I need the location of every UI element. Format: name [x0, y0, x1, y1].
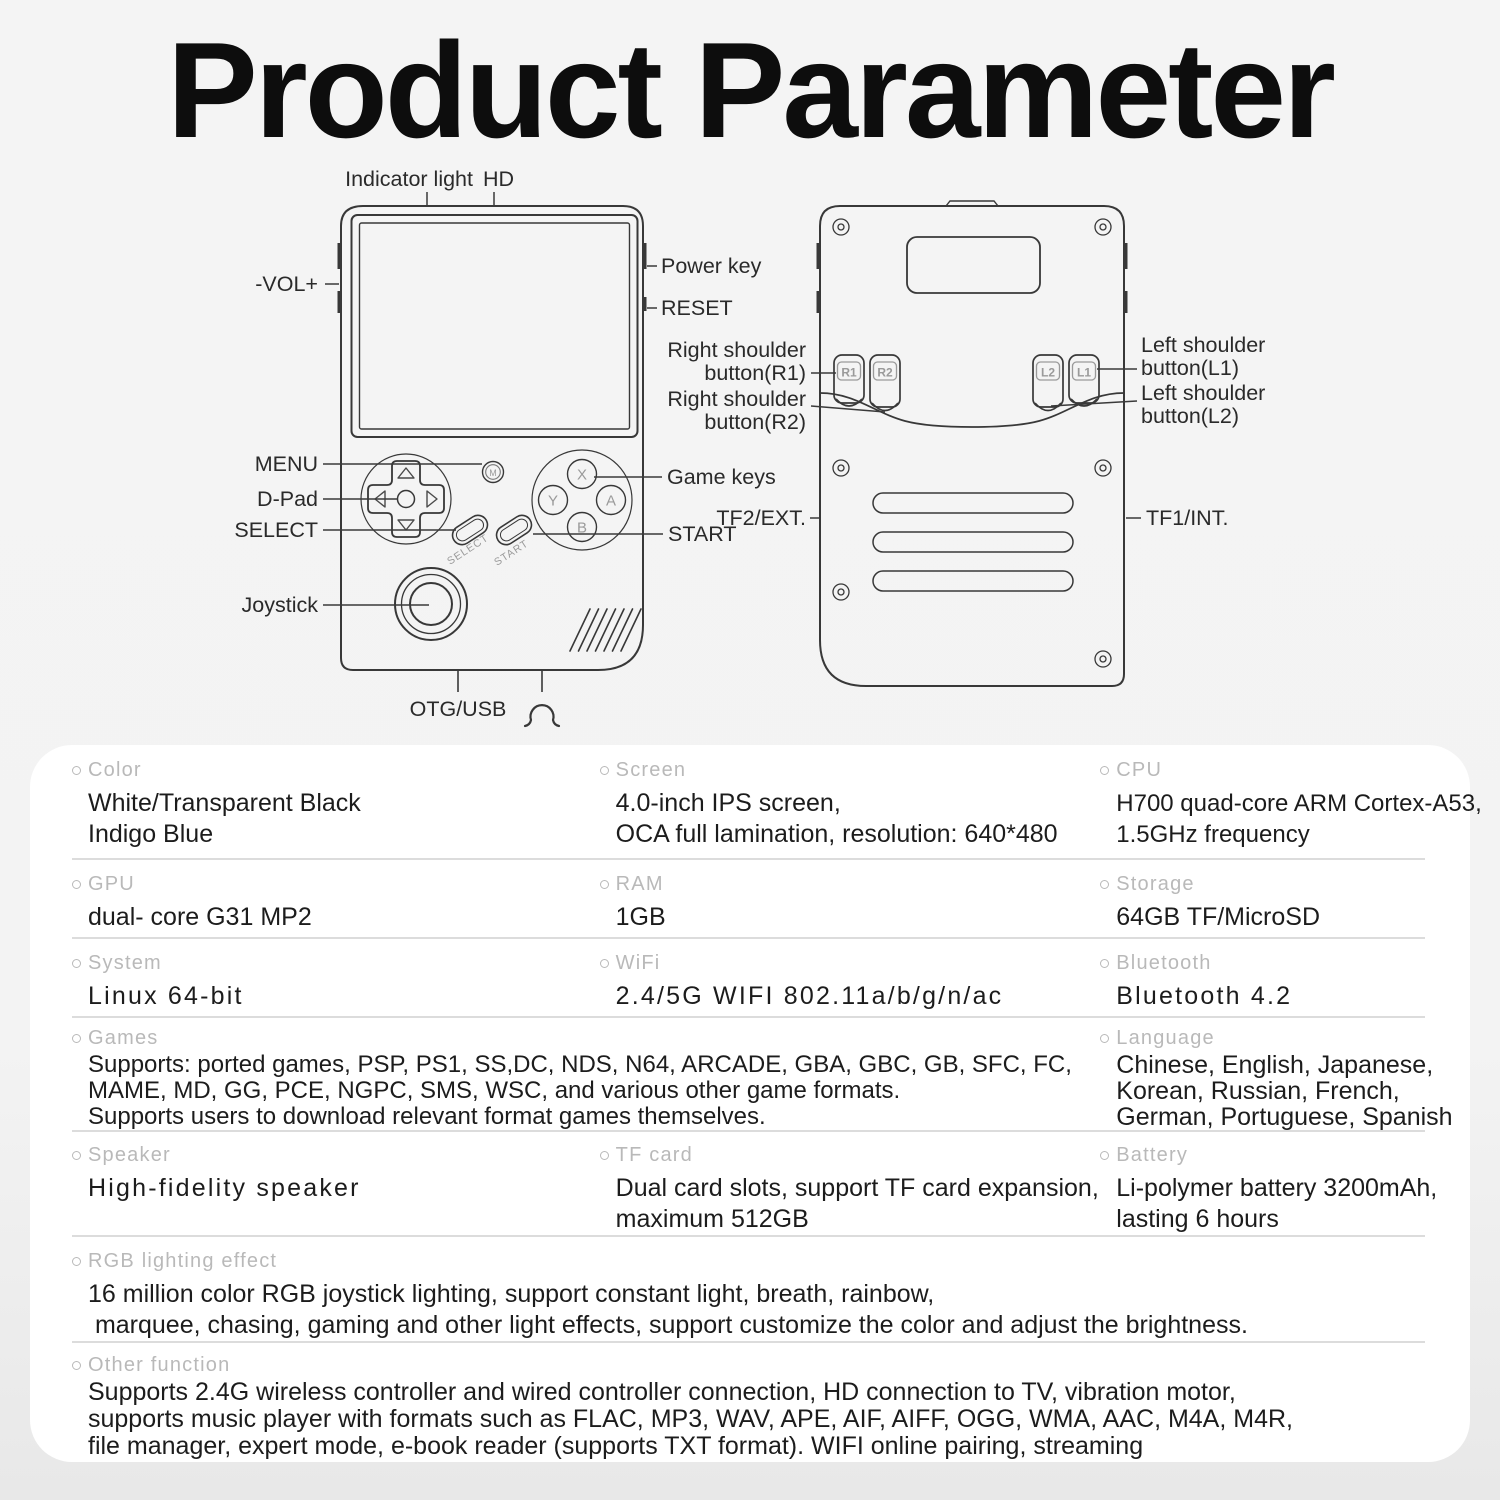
spec-label: System [88, 951, 162, 974]
spec-value-line: Supports 2.4G wireless controller and wired controller connection, HD connection to TV, vibration motor, [88, 1378, 1236, 1406]
bullet-ring-icon [72, 880, 81, 889]
spec-row-other-function [72, 1343, 1425, 1460]
screen [360, 223, 630, 429]
spec-cell-wifi [600, 951, 1101, 1012]
spec-value-line: White/Transparent Black [88, 789, 361, 817]
spec-card [30, 745, 1482, 1462]
spec-cell-system [72, 951, 600, 1012]
x-button-glyph: X [576, 466, 588, 484]
r2-button-glyph: R2 [877, 365, 893, 380]
spec-label: WiFi [615, 951, 661, 974]
spec-row-speaker-tfcard-battery [72, 1132, 1438, 1237]
start-pill-text: START [492, 537, 531, 569]
label-indicator-light: Indicator light [345, 167, 473, 191]
l1-button-glyph: L1 [1076, 365, 1092, 380]
spec-label: Games [88, 1026, 159, 1049]
bullet-ring-icon [600, 1151, 609, 1160]
label-left-shoulder-2b: button(L2) [1141, 404, 1240, 428]
spec-value-line: marquee, chasing, gaming and other light effects, support customize the color and adjust the brightness. [88, 1311, 1248, 1339]
spec-label: TF card [615, 1143, 693, 1166]
spec-value-line: lasting 6 hours [1116, 1205, 1279, 1233]
label-game-keys: Game keys [667, 465, 776, 489]
bullet-ring-icon [1100, 959, 1109, 968]
spec-cell-other-function [72, 1353, 1425, 1460]
spec-value-line: 64GB TF/MicroSD [1116, 903, 1321, 931]
headphone-icon [525, 705, 559, 726]
spec-cell-battery [1100, 1143, 1438, 1235]
spec-row-system-wifi-bluetooth [72, 939, 1425, 1018]
back-side-buttons [819, 243, 1126, 313]
spec-value-line: Supports: ported games, PSP, PS1, SS,DC, NDS, N64, ARCADE, GBA, GBC, GB, SFC, FC, [88, 1051, 1072, 1078]
y-button-glyph: Y [547, 492, 559, 510]
spec-label: Screen [615, 758, 687, 781]
spec-cell-screen [600, 758, 1101, 850]
spec-cell-language [1100, 1026, 1453, 1131]
spec-value-line: High-fidelity speaker [88, 1174, 361, 1202]
start-pill [493, 512, 535, 549]
dpad-center [398, 491, 415, 508]
bullet-ring-icon [600, 959, 609, 968]
spec-value-line: Dual card slots, support TF card expansion, [615, 1174, 1099, 1202]
spec-cell-color [72, 758, 600, 850]
spec-value-line: H700 quad-core ARM Cortex-A53, [1116, 790, 1482, 817]
bullet-ring-icon [1100, 766, 1109, 775]
back-vents [873, 493, 1073, 591]
bullet-ring-icon [1100, 1151, 1109, 1160]
spec-row-games-language [72, 1018, 1453, 1132]
a-button-glyph: A [605, 492, 617, 510]
front-device-drawing [340, 206, 645, 726]
spec-label: Language [1116, 1026, 1215, 1049]
bullet-ring-icon [72, 1361, 81, 1370]
label-left-shoulder-2: Left shoulder [1141, 381, 1266, 405]
bullet-ring-icon [72, 1151, 81, 1160]
spec-value-line: German, Portuguese, Spanish [1116, 1103, 1453, 1131]
bullet-ring-icon [1100, 1034, 1109, 1043]
spec-cell-gpu [72, 872, 600, 933]
label-tf1-int: TF1/INT. [1146, 506, 1229, 530]
spec-value-line: 4.0-inch IPS screen, [615, 789, 841, 817]
label-joystick: Joystick [241, 593, 318, 617]
spec-row-color-screen-cpu [72, 745, 1482, 860]
spec-value-line: dual- core G31 MP2 [88, 903, 312, 931]
back-body [820, 206, 1124, 686]
shoulder-button-l2 [1033, 355, 1063, 411]
joystick [395, 568, 467, 640]
spec-label: Battery [1116, 1143, 1189, 1166]
spec-label: Storage [1116, 872, 1195, 895]
spec-label: RAM [615, 872, 664, 895]
r1-button-glyph: R1 [841, 365, 857, 380]
shoulder-button-r2 [870, 355, 900, 411]
l2-button-glyph: L2 [1040, 365, 1056, 380]
bullet-ring-icon [72, 1034, 81, 1043]
spec-value-line: maximum 512GB [615, 1205, 809, 1233]
label-power-key: Power key [661, 254, 762, 278]
spec-label: Bluetooth [1116, 951, 1212, 974]
spec-cell-ram [600, 872, 1101, 933]
spec-value-line: Supports users to download relevant format games themselves. [88, 1103, 766, 1130]
bullet-ring-icon [72, 959, 81, 968]
spec-value-line: Chinese, English, Japanese, [1116, 1051, 1434, 1079]
spec-label: Color [88, 758, 142, 781]
label-menu: MENU [254, 452, 318, 476]
spec-label: Other function [88, 1353, 231, 1376]
spec-row-rgb-lighting [72, 1237, 1425, 1343]
spec-cell-rgb-lighting [72, 1249, 1425, 1341]
back-leader-lines [810, 369, 1141, 518]
bullet-ring-icon [72, 1257, 81, 1266]
spec-value-line: 1GB [615, 903, 666, 931]
spec-label: RGB lighting effect [88, 1249, 278, 1272]
device-diagram [0, 160, 1500, 750]
spec-cell-storage [1100, 872, 1425, 933]
spec-label: GPU [88, 872, 135, 895]
spec-cell-cpu [1100, 758, 1482, 850]
label-dpad: D-Pad [257, 487, 318, 511]
screws [833, 219, 1111, 667]
bullet-ring-icon [72, 766, 81, 775]
spec-value-line: 2.4/5G WIFI 802.11a/b/g/n/ac [615, 982, 1004, 1010]
label-right-shoulder-1b: button(R1) [704, 361, 806, 385]
label-reset: RESET [661, 296, 733, 320]
spec-value-line: 1.5GHz frequency [1116, 821, 1310, 848]
spec-label: CPU [1116, 758, 1163, 781]
spec-row-gpu-ram-storage [72, 860, 1425, 939]
label-tf2-ext: TF2/EXT. [716, 506, 806, 530]
select-pill-text: SELECT [445, 531, 491, 568]
spec-label: Speaker [88, 1143, 171, 1166]
back-label-recess [907, 237, 1040, 293]
spec-value-line: OCA full lamination, resolution: 640*480 [615, 820, 1058, 848]
spec-value-line: file manager, expert mode, e-book reader (supports TXT format). WIFI online pairing, streaming [88, 1432, 1144, 1460]
spec-cell-speaker [72, 1143, 600, 1235]
menu-button-glyph: M [489, 468, 497, 478]
speaker-grille [570, 609, 641, 651]
spec-value-line: Bluetooth 4.2 [1116, 982, 1293, 1010]
label-right-shoulder-1: Right shoulder [667, 338, 806, 362]
spec-cell-tf-card [600, 1143, 1101, 1235]
label-otg-usb: OTG/USB [409, 697, 507, 721]
label-select: SELECT [234, 518, 318, 542]
spec-cell-bluetooth [1100, 951, 1425, 1012]
label-vol: -VOL+ [255, 272, 318, 296]
label-hd: HD [483, 167, 515, 191]
spec-cell-games [72, 1026, 1100, 1130]
bullet-ring-icon [600, 766, 609, 775]
screen-bezel [352, 215, 638, 437]
spec-value-line: Indigo Blue [88, 820, 214, 848]
back-device-drawing [819, 201, 1126, 686]
spec-value-line: 16 million color RGB joystick lighting, support constant light, breath, rainbow, [88, 1280, 935, 1308]
label-left-shoulder-1b: button(L1) [1141, 356, 1240, 380]
label-start: START [668, 522, 737, 546]
bullet-ring-icon [600, 880, 609, 889]
spec-value-line: Linux 64-bit [88, 982, 244, 1010]
bullet-ring-icon [1100, 880, 1109, 889]
spec-value-line: MAME, MD, GG, PCE, NGPC, SMS, WSC, and various other game formats. [88, 1077, 901, 1104]
front-leader-lines [323, 192, 663, 605]
spec-value-line: Li-polymer battery 3200mAh, [1116, 1174, 1438, 1202]
spec-value-line: Korean, Russian, French, [1116, 1077, 1400, 1105]
label-right-shoulder-2: Right shoulder [667, 387, 806, 411]
page-title: Product Parameter [167, 14, 1333, 166]
b-button-glyph: B [576, 519, 588, 537]
spec-value-line: supports music player with formats such as FLAC, MP3, WAV, APE, AIF, AIFF, OGG, WMA, AAC, M4A, M4R, [88, 1405, 1293, 1433]
label-left-shoulder-1: Left shoulder [1141, 333, 1266, 357]
label-right-shoulder-2b: button(R2) [704, 410, 806, 434]
